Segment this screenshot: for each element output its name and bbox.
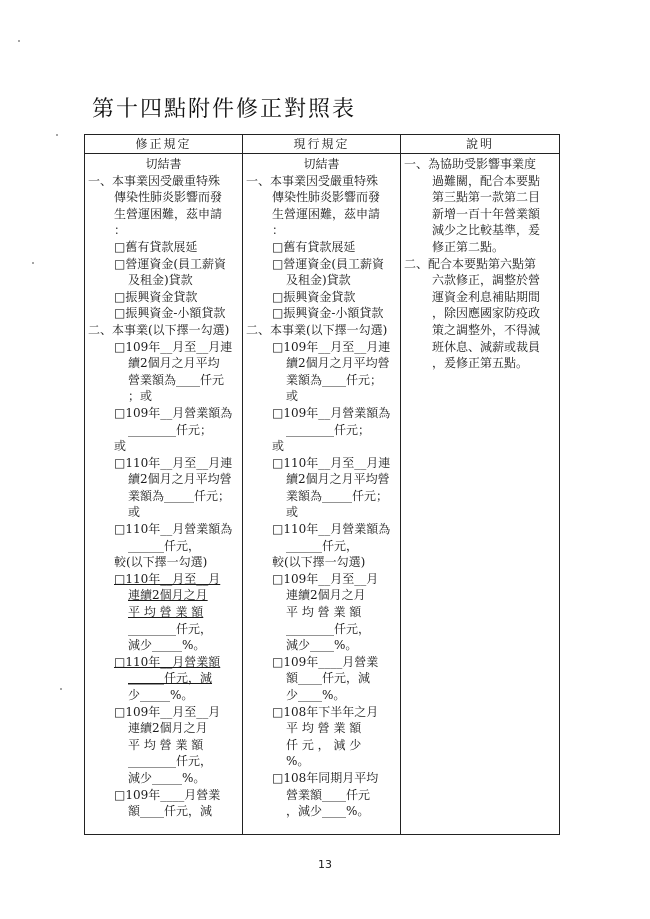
- explanation-cell: [401, 154, 560, 835]
- revised-line: □振興資金-小額貸款: [114, 306, 226, 321]
- revised-line: □109年__月至__月: [114, 704, 221, 719]
- current-line: 業額為_____仟元；: [286, 488, 389, 503]
- revised-line: 或: [114, 439, 127, 454]
- revised-line: 較(以下擇一勾選): [114, 555, 208, 570]
- revised-line: 減少_____%。: [128, 638, 206, 653]
- revised-line: 額____仟元，減: [128, 804, 213, 819]
- header-notes: 說明: [401, 135, 560, 154]
- revised-line: 業額為_____仟元；: [128, 488, 231, 503]
- note-line: 過難關，配合本要點: [432, 173, 541, 188]
- revised-line: ______仟元，減: [128, 671, 213, 686]
- revised-line: 少_____%。: [128, 688, 194, 702]
- current-line: 及租金)貸款: [286, 273, 351, 288]
- revised-line: 一、本事業因受嚴重特殊: [88, 173, 221, 188]
- current-line: 連續2個月之月: [286, 588, 366, 603]
- revised-line: 續2個月之月平均: [128, 356, 220, 371]
- revised-provisions-cell: [85, 154, 243, 835]
- current-line: 營業額____仟元: [286, 787, 371, 802]
- current-line: 業額為____仟元；: [286, 372, 383, 387]
- current-line: ______仟元，: [286, 538, 359, 553]
- revised-line: □109年__月營業額為: [114, 405, 233, 420]
- revised-line: 減少_____%。: [128, 770, 206, 785]
- current-line: □110年__月至__月連: [272, 455, 391, 470]
- current-line: 額____仟元，減: [286, 671, 371, 686]
- current-line: %。: [286, 754, 310, 769]
- current-line: 續2個月之月平均營: [286, 472, 390, 487]
- revised-line: □110年__月至__月: [114, 571, 221, 586]
- current-line: ：: [272, 223, 285, 238]
- revised-line: 或: [128, 505, 141, 520]
- note-line: 六款修正，調整於營: [432, 273, 541, 288]
- current-line: 或: [272, 439, 285, 454]
- revised-line: 連續2個月之月: [128, 721, 208, 736]
- current-line: 或: [286, 505, 299, 520]
- current-line: ________仟元，: [286, 621, 371, 636]
- current-line: □振興資金貸款: [272, 289, 356, 304]
- revised-line: □109年__月至__月連: [114, 339, 233, 354]
- table-header-row: [85, 135, 560, 154]
- current-provisions-cell: [243, 154, 401, 835]
- revised-line: □110年__月至__月連: [114, 455, 233, 470]
- page-title: 第十四點附件修正對照表: [92, 97, 357, 122]
- scan-speck: [18, 40, 20, 42]
- revised-line: □振興資金貸款: [114, 289, 198, 304]
- revised-line: 營業額為____仟元: [128, 372, 225, 387]
- revised-line: □109年____月營業: [114, 787, 221, 802]
- current-line: □舊有貸款展延: [272, 239, 356, 254]
- note-line: ，爰修正第五點。: [432, 356, 529, 371]
- current-line: □108年下半年之月: [272, 704, 379, 719]
- note-line: 班休息、減薪或裁員: [432, 339, 541, 354]
- current-line: 續2個月之月平均營: [286, 356, 390, 371]
- revised-line: ________仟元，: [128, 754, 213, 769]
- revised-line: 續2個月之月平均營: [128, 472, 232, 487]
- revised-line: ；或: [128, 389, 153, 404]
- note-line: 策之調整外，不得減: [432, 322, 541, 337]
- revised-line: 傳染性肺炎影響而發: [114, 190, 223, 205]
- table-body-row: [85, 154, 560, 835]
- revised-line: □舊有貸款展延: [114, 239, 198, 254]
- current-line: □營運資金(員工薪資: [272, 256, 385, 271]
- revised-line: 二、本事業(以下擇一勾選): [88, 322, 230, 337]
- scan-speck: [32, 262, 34, 264]
- current-line: □109年__月至__月連: [272, 339, 391, 354]
- revised-line: 平 均 營 業 額: [128, 605, 204, 620]
- note-line: 減少之比較基準，爰: [432, 223, 541, 238]
- revised-line: □110年__月營業額: [114, 654, 221, 669]
- current-line: ，減少____%。: [286, 804, 370, 819]
- current-line: 較(以下擇一勾選): [272, 555, 366, 570]
- current-line: □109年____月營業: [272, 654, 379, 669]
- note-line: 運資金利息補貼期間: [432, 289, 541, 304]
- current-line: □108年同期月平均: [272, 770, 379, 785]
- revised-line: ______仟元，: [128, 538, 201, 553]
- header-current: 現行規定: [243, 135, 401, 154]
- current-line: □109年__月營業額為: [272, 405, 391, 420]
- current-line: ________仟元；: [286, 422, 371, 437]
- comparison-table: [84, 134, 560, 835]
- note-line: 新增一百十年營業額: [432, 206, 541, 221]
- scan-speck: [56, 134, 58, 136]
- note-line: ，除因應國家防疫政: [432, 306, 541, 321]
- current-line: □109年__月至__月: [272, 571, 379, 586]
- current-line: 二、本事業(以下擇一勾選): [246, 322, 388, 337]
- revised-line: □營運資金(員工薪資: [114, 256, 227, 271]
- revised-line: 及租金)貸款: [128, 273, 193, 288]
- current-line: □振興資金-小額貸款: [272, 306, 384, 321]
- scan-speck: [60, 688, 62, 690]
- revised-line: 平 均 營 業 額: [128, 737, 204, 752]
- current-line: 一、本事業因受嚴重特殊: [246, 173, 379, 188]
- current-line: 少____%。: [286, 688, 346, 702]
- note-line: 第三點第一款第二目: [432, 190, 541, 205]
- revised-line: 生營運困難，茲申請: [114, 206, 223, 221]
- revised-line: ________仟元；: [128, 422, 213, 437]
- note-line: 修正第二點。: [432, 239, 505, 254]
- current-line: 切結書: [303, 157, 340, 171]
- current-line: 生營運困難，茲申請: [272, 206, 381, 221]
- revised-line: 連續2個月之月: [128, 588, 208, 603]
- revised-line: 切結書: [145, 157, 182, 171]
- current-line: 仟 元 ， 減 少: [286, 737, 362, 752]
- current-line: 減少____%。: [286, 638, 358, 653]
- current-line: □110年__月營業額為: [272, 522, 391, 537]
- revised-line: ：: [114, 223, 127, 238]
- current-line: 平 均 營 業 額: [286, 721, 362, 736]
- note-line: 二、配合本要點第六點第: [404, 256, 537, 271]
- current-line: 或: [286, 389, 299, 404]
- current-line: 平 均 營 業 額: [286, 605, 362, 620]
- page-number: 13: [318, 858, 332, 871]
- revised-line: ________仟元，: [128, 621, 213, 636]
- note-line: 一、為協助受影響事業度: [404, 157, 537, 171]
- header-revised: 修正規定: [85, 135, 243, 154]
- revised-line: □110年__月營業額為: [114, 522, 233, 537]
- current-line: 傳染性肺炎影響而發: [272, 190, 381, 205]
